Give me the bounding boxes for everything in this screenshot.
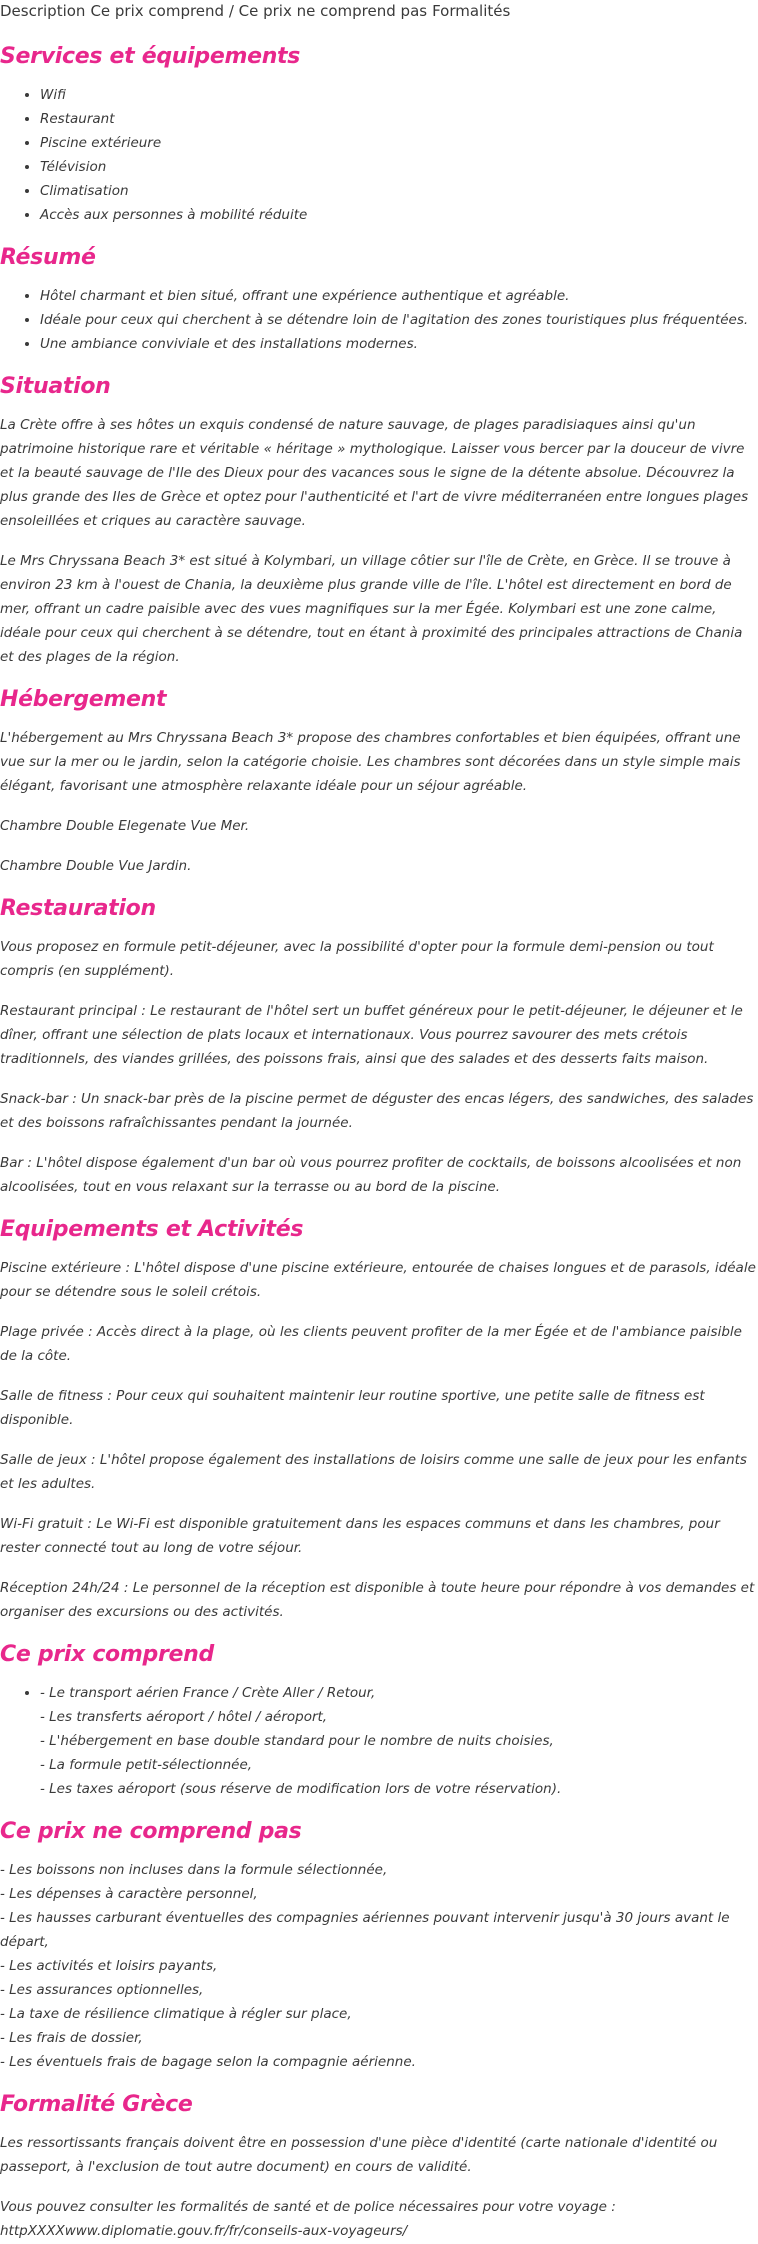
list-item: • Restaurant <box>40 107 758 131</box>
situation-paragraph: Le Mrs Chryssana Beach 3* est situé à Kolymbari, un village côtier sur l'île de Crète, en Grèce. Il se trouve à environ 23 km à l'ouest de Chania, la deuxième plus grande ville de l'île. L'hôtel est directement en bord de mer, offrant un cadre paisible avec des vues magnifiques sur la mer Égée. Kolymbari est une zone calme, idéale pour ceux qui cherchent à se détendre, tout en étant à proximité des principales attractions de Chania et des plages de la région. <box>0 553 743 665</box>
hebergement-section <box>0 685 758 878</box>
tab-bar <box>0 0 758 22</box>
situation-section <box>0 372 758 669</box>
comprend-line: • - Le transport aérien France / Crète Aller / Retour, <box>40 1685 376 1701</box>
ne-comprend-list <box>0 1858 758 2074</box>
situation-title: Situation <box>0 374 111 399</box>
comprend-line: - Les transferts aéroport / hôtel / aéroport, <box>40 1709 328 1725</box>
ne-comprend-section <box>0 1817 758 2074</box>
ne-comprend-line: - Les hausses carburant éventuelles des compagnies aériennes pouvant intervenir jusqu'à 30 jours avant le départ, <box>0 1910 730 1950</box>
equipements-title: Equipements et Activités <box>0 1217 304 1242</box>
restauration-paragraph: Restaurant principal : Le restaurant de l'hôtel sert un buffet généreux pour le petit-déjeuner, le déjeuner et le dîner, offrant une sélection de plats locaux et internationaux. Vous pourrez savourer des mets crétois traditionnels, des viandes grillées, des poissons frais, ainsi que des salades et des desserts faits maison. <box>0 1003 743 1067</box>
services-title: Services et équipements <box>0 44 301 69</box>
tab-prix[interactable]: Ce prix comprend / Ce prix ne comprend pas <box>90 2 428 20</box>
restauration-paragraph: Snack-bar : Un snack-bar près de la piscine permet de déguster des encas légers, des sandwiches, des salades et des boissons rafraîchissantes pendant la journée. <box>0 1091 754 1131</box>
hebergement-title: Hébergement <box>0 687 167 712</box>
equipements-paragraph: Salle de jeux : L'hôtel propose également des installations de loisirs comme une salle de jeux pour les enfants et les adultes. <box>0 1452 747 1492</box>
equipements-paragraph: Salle de fitness : Pour ceux qui souhaitent maintenir leur routine sportive, une petite salle de fitness est disponible. <box>0 1388 705 1428</box>
tab-formalites[interactable]: Formalités <box>432 2 511 20</box>
restauration-paragraph: Bar : L'hôtel dispose également d'un bar où vous pourrez profiter de cocktails, de boissons alcoolisées et non alcoolisées, tout en vous relaxant sur la terrasse ou au bord de la piscine. <box>0 1155 742 1195</box>
list-item: • Télévision <box>40 155 758 179</box>
services-list <box>0 83 758 227</box>
resume-title: Résumé <box>0 245 96 270</box>
resume-list <box>0 284 758 356</box>
ne-comprend-line: - Les assurances optionnelles, <box>0 1982 204 1998</box>
ne-comprend-title: Ce prix ne comprend pas <box>0 1819 302 1844</box>
equipements-paragraph: Plage privée : Accès direct à la plage, où les clients peuvent profiter de la mer Égée et de l'ambiance paisible de la côte. <box>0 1324 742 1364</box>
equipements-section <box>0 1215 758 1624</box>
list-item: • Une ambiance conviviale et des installations modernes. <box>40 332 758 356</box>
services-section <box>0 42 758 227</box>
ne-comprend-line: - La taxe de résilience climatique à régler sur place, <box>0 2006 352 2022</box>
equipements-paragraph: Piscine extérieure : L'hôtel dispose d'une piscine extérieure, entourée de chaises longues et de parasols, idéale pour se détendre sous le soleil crétois. <box>0 1260 756 1300</box>
room-type: Chambre Double Vue Jardin. <box>0 858 192 874</box>
restauration-paragraph: Vous proposez en formule petit-déjeuner, avec la possibilité d'opter pour la formule demi-pension ou tout compris (en supplément). <box>0 939 714 979</box>
formalite-paragraph: Les ressortissants français doivent être en possession d'une pièce d'identité (carte nationale d'identité ou passeport, à l'exclusion de tout autre document) en cours de validité. <box>0 2135 718 2175</box>
tab-description[interactable]: Description <box>0 2 86 20</box>
ne-comprend-line: - Les éventuels frais de bagage selon la compagnie aérienne. <box>0 2054 416 2070</box>
comprend-section <box>0 1640 758 1801</box>
formalite-paragraph: Vous pouvez consulter les formalités de santé et de police nécessaires pour votre voyage : httpXXXXwww.diplomatie.gouv.fr/fr/conseils-aux-voyageurs/ <box>0 2199 616 2239</box>
ne-comprend-line: - Les activités et loisirs payants, <box>0 1958 218 1974</box>
comprend-line: - L'hébergement en base double standard pour le nombre de nuits choisies, <box>40 1733 554 1749</box>
ne-comprend-line: - Les frais de dossier, <box>0 2030 143 2046</box>
list-item: • Hôtel charmant et bien situé, offrant une expérience authentique et agréable. <box>40 284 758 308</box>
list-item: • Accès aux personnes à mobilité réduite <box>40 203 758 227</box>
ne-comprend-line: - Les boissons non incluses dans la formule sélectionnée, <box>0 1862 388 1878</box>
list-item: • Idéale pour ceux qui cherchent à se détendre loin de l'agitation des zones touristiques plus fréquentées. <box>40 308 758 332</box>
restauration-title: Restauration <box>0 896 156 921</box>
comprend-line: - Les taxes aéroport (sous réserve de modification lors de votre réservation). <box>40 1781 562 1797</box>
formalite-section <box>0 2090 758 2243</box>
comprend-list <box>0 1681 758 1801</box>
list-item <box>40 1681 758 1801</box>
room-type: Chambre Double Elegenate Vue Mer. <box>0 818 250 834</box>
list-item: • Climatisation <box>40 179 758 203</box>
hebergement-paragraph: L'hébergement au Mrs Chryssana Beach 3* propose des chambres confortables et bien équipées, offrant une vue sur la mer ou le jardin, selon la catégorie choisie. Les chambres sont décorées dans un style simple mais élégant, favorisant une atmosphère relaxante idéale pour un séjour agréable. <box>0 730 741 794</box>
restauration-section <box>0 894 758 1199</box>
equipements-paragraph: Réception 24h/24 : Le personnel de la réception est disponible à toute heure pour répondre à vos demandes et organiser des excursions ou des activités. <box>0 1580 755 1620</box>
equipements-paragraph: Wi-Fi gratuit : Le Wi-Fi est disponible gratuitement dans les espaces communs et dans les chambres, pour rester connecté tout au long de votre séjour. <box>0 1516 720 1556</box>
ne-comprend-line: - Les dépenses à caractère personnel, <box>0 1886 258 1902</box>
list-item: • Piscine extérieure <box>40 131 758 155</box>
situation-paragraph: La Crète offre à ses hôtes un exquis condensé de nature sauvage, de plages paradisiaques ainsi qu'un patrimoine historique rare et véritable « héritage » mythologique. Laisser vous bercer par la douceur de vivre et la beauté sauvage de l'Ile des Dieux pour des vacances sous le signe de la détente absolue. Découvrez la plus grande des Iles de Grèce et optez pour l'authenticité et l'art de vivre méditerranéen entre longues plages ensoleillées et criques au caractère sauvage. <box>0 417 749 529</box>
resume-section <box>0 243 758 356</box>
comprend-title: Ce prix comprend <box>0 1642 214 1667</box>
comprend-line: - La formule petit-sélectionnée, <box>40 1757 253 1773</box>
formalite-title: Formalité Grèce <box>0 2092 193 2117</box>
list-item: • Wifi <box>40 83 758 107</box>
